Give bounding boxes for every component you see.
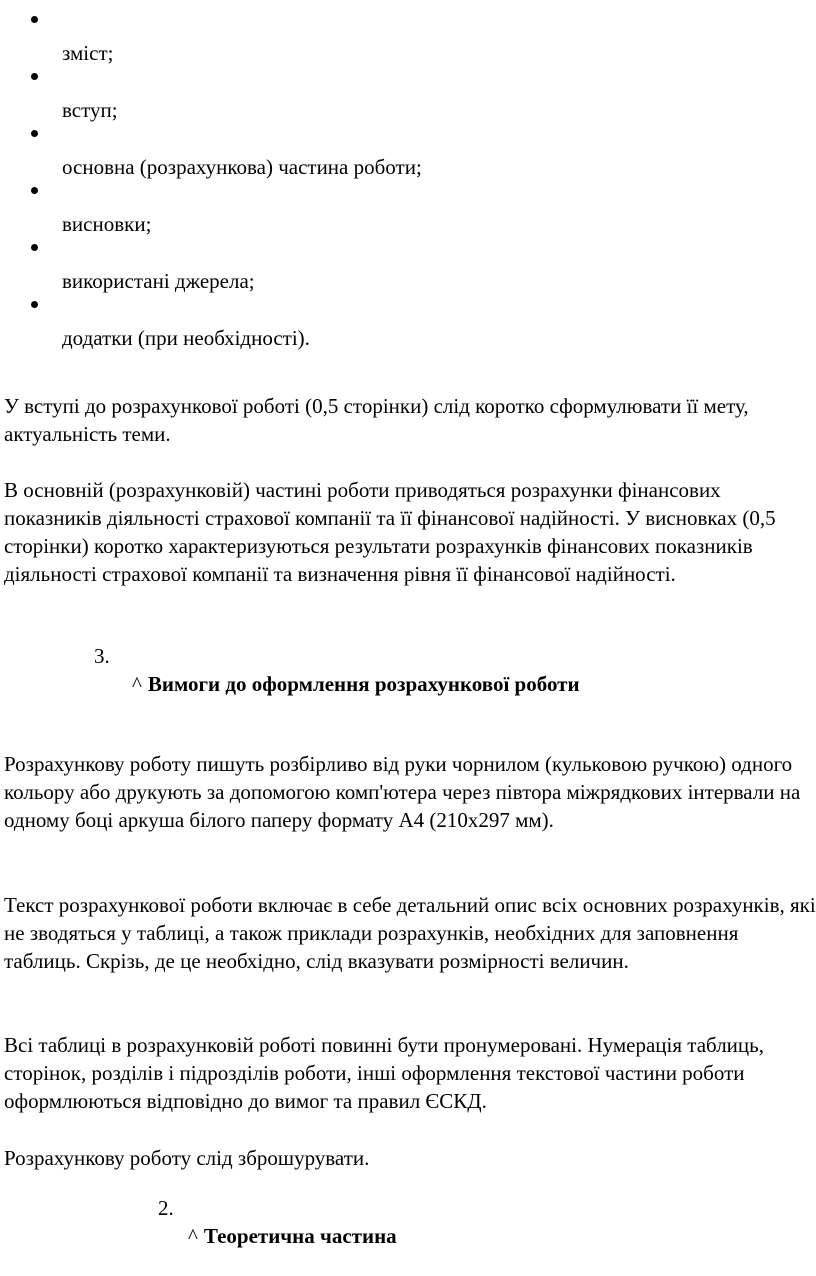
caret-icon: ^ [132,672,142,696]
bullet-icon [31,244,38,251]
section-heading [132,670,580,698]
section-heading-text: Вимоги до оформлення розрахункової роботи [147,672,580,696]
bullet-icon [31,73,38,80]
bullet-icon [31,301,38,308]
list-item-text: висновки; [62,212,152,236]
list-item [0,183,816,239]
list-item-text: додатки (при необхідності). [62,326,310,350]
bullet-icon [31,130,38,137]
list-item-text: вступ; [62,98,118,122]
binding-paragraph: Розрахункову роботу слід зброшурувати. [4,1146,370,1170]
bullet-icon [31,187,38,194]
list-item [0,69,816,125]
list-item [0,297,816,353]
handwriting-paragraph: Розрахункову роботу пишуть розбірливо від руки чорнилом (кульковою ручкою) одного кольору або друкують за допомогою комп'ютера через півтора міжрядкових інтервали на одному боці аркуша білого паперу формату А4 (210х297 мм). [4,752,801,832]
section-heading [188,1222,397,1250]
intro-paragraph: У вступі до розрахункової роботі (0,5 сторінки) слід коротко сформулювати її мету, актуальність теми. [4,394,749,446]
caret-icon: ^ [188,1224,198,1248]
bullet-icon [31,16,38,23]
section-number: 2. [158,1196,174,1220]
list-item-text: використані джерела; [62,269,255,293]
text-content-paragraph: Текст розрахункової роботи включає в себе детальний опис всіх основних розрахунків, які не зводяться у таблиці, а також приклади розрахунків, необхідних для заповнення таблиць. Скрізь, де це необхідно, слід вказувати розмірності величин. [4,893,816,973]
section-heading-text: Теоретична частина [203,1224,397,1248]
list-item [0,12,816,68]
main-part-paragraph: В основній (розрахунковій) частині роботи приводяться розрахунки фінансових показників діяльності страхової компанії та її фінансової надійності. У висновках (0,5 сторінки) коротко характеризуються результати розрахунків фінансових показників діяльності страхової компанії та визначення рівня її фінансової надійності. [4,478,776,586]
list-item-text: основна (розрахункова) частина роботи; [62,155,422,179]
list-item [0,126,816,182]
list-item [0,240,816,296]
section-number: 3. [94,644,110,668]
list-item-text: зміст; [62,41,114,65]
tables-paragraph: Всі таблиці в розрахунковій роботі повинні бути пронумеровані. Нумерація таблиць, сторінок, розділів і підрозділів роботи, інші оформлення текстової частини роботи оформлюються відповідно до вимог та правил ЄСКД. [4,1033,764,1113]
